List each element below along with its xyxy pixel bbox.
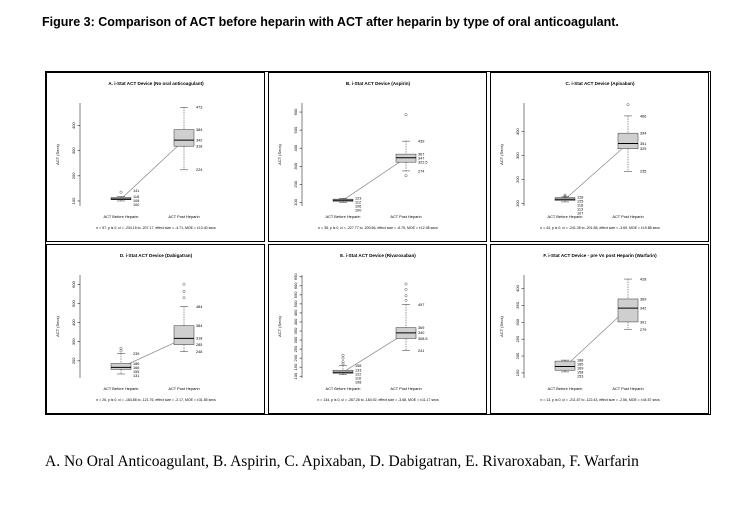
box-stat-label: 108 (355, 380, 362, 385)
box-stat-label: 484 (196, 305, 203, 310)
x-category-label: ACT Before Heparin (103, 214, 139, 219)
box-stat-label: 466 (640, 114, 647, 119)
stats-note: n = 35, p is 0, ci = -227.77 to -200.66, effect size = -6.75, MOE = ±12.08 secs (318, 226, 438, 230)
y-tick-label: 200 (293, 180, 298, 188)
box-stat-label: 239 (133, 351, 140, 356)
box-stat-label: 158 (355, 364, 362, 369)
stats-note: n = 13, p is 0, ci = -211.57 to -122.43, effect size = -2.56, MOE = ±44.57 secs (540, 398, 660, 402)
box-outlier-point (405, 174, 407, 176)
box-stat-label: 428 (640, 277, 647, 282)
chart-svg-a (47, 73, 266, 243)
chart-title: C. i-Stat ACT Device (Apixaban) (565, 81, 635, 86)
x-category-label: ACT Post Heparin (390, 386, 422, 391)
stats-note: n = 44, p is 0, ci = -241.35 to -201.58, effect size = -3.69, MOE = ±19.88 secs (540, 226, 660, 230)
box-stat-label: 100 (355, 208, 362, 213)
box-stat-label: 369 (418, 325, 425, 330)
box-stat-label: 248 (196, 350, 203, 355)
y-tick-label: 650 (293, 273, 298, 281)
box-outlier-point (405, 283, 407, 285)
y-tick-label: 200 (71, 172, 76, 180)
box-stat-label: 351 (640, 141, 647, 146)
box-stat-label: 107 (577, 211, 584, 216)
box-stat-label: 367 (418, 152, 425, 157)
y-axis-label: ACT (Secs) (499, 316, 504, 337)
box-outlier-point (405, 288, 407, 290)
x-category-label: ACT Post Heparin (168, 386, 200, 391)
box-stat-label: 108 (133, 198, 140, 203)
stats-note: n = 57, p is 0, ci = -234.15 to -207.17, effect size = -4.71, MOE = ±13.40 secs (96, 226, 216, 230)
box-stat-label: 394 (640, 131, 647, 136)
box-stat-label: 285 (196, 343, 203, 348)
box-stat-label: 185 (577, 362, 584, 367)
box-stat-label: 274 (418, 169, 425, 174)
box-stat-label: 318 (196, 336, 203, 341)
y-tick-label: 200 (515, 176, 520, 183)
y-tick-label: 400 (515, 285, 520, 292)
panel-a (46, 72, 265, 242)
box-stat-label: 116 (355, 376, 362, 381)
box-outlier-point (183, 296, 185, 298)
y-tick-label: 100 (515, 200, 520, 207)
box-outlier-point (342, 357, 344, 359)
y-tick-label: 600 (293, 108, 298, 116)
box-stat-label: 224 (196, 168, 203, 173)
y-tick-label: 300 (515, 152, 520, 160)
chart-svg-d (47, 245, 266, 415)
box-iqr (618, 299, 638, 322)
box-stat-label: 113 (577, 207, 584, 212)
chart-title: B. i-Stat ACT Device (Aspirin) (345, 81, 411, 86)
box-iqr (111, 364, 131, 370)
box-stat-label: 155 (133, 369, 140, 374)
y-tick-label: 150 (515, 369, 520, 377)
x-category-label: ACT Post Heparin (612, 214, 644, 219)
box-outlier-point (405, 114, 407, 116)
y-tick-label: 300 (293, 336, 298, 344)
box-stat-label: 169 (577, 366, 584, 371)
x-category-label: ACT Before Heparin (325, 214, 361, 219)
box-outlier-point (120, 191, 122, 193)
box-outlier-point (120, 347, 122, 349)
x-category-label: ACT Before Heparin (547, 214, 583, 219)
y-tick-label: 550 (293, 291, 298, 299)
box-stat-label: 369 (640, 297, 647, 302)
box-stat-label: 347 (418, 156, 425, 161)
box-iqr (174, 326, 194, 345)
box-stat-label: 118 (577, 203, 584, 208)
box-outlier-point (183, 290, 185, 292)
figure-caption: A. No Oral Anticoagulant, B. Aspirin, C. Apixaban, D. Dabigatran, E. Rivaroxaban, F. Warfarin (45, 453, 639, 470)
box-stat-label: 384 (196, 128, 203, 133)
y-axis-label: ACT (Secs) (55, 144, 60, 165)
box-stat-label: 106 (355, 204, 362, 209)
box-stat-label: 133 (355, 368, 362, 373)
y-tick-label: 400 (293, 318, 298, 326)
y-axis-label: ACT (Secs) (277, 144, 282, 165)
x-category-label: ACT Before Heparin (547, 386, 583, 391)
y-tick-label: 150 (293, 363, 298, 371)
y-tick-label: 400 (71, 122, 76, 129)
box-outlier-point (405, 299, 407, 301)
median-connector-line (565, 143, 628, 199)
box-stat-label: 342 (640, 306, 647, 311)
stats-note: n = 134, p is 0, ci = -267.26 to -184.92, effect size = -3.68, MOE = ±11.17 secs (317, 398, 439, 402)
x-category-label: ACT Before Heparin (103, 386, 139, 391)
box-stat-label: 439 (418, 139, 425, 144)
y-axis-label: ACT (Secs) (277, 316, 282, 337)
box-stat-label: 329 (640, 147, 647, 152)
y-tick-label: 300 (515, 318, 520, 326)
box-stat-label: 128 (577, 195, 584, 200)
box-stat-label: 188 (577, 358, 584, 363)
chart-svg-e (269, 245, 488, 415)
median-connector-line (121, 140, 184, 199)
box-stat-label: 301 (640, 320, 647, 325)
box-stat-label: 342 (196, 138, 203, 143)
panel-d (46, 244, 265, 414)
box-outlier-point (120, 350, 122, 352)
y-tick-label: 500 (293, 300, 298, 308)
y-axis-label: ACT (Secs) (499, 144, 504, 165)
panel-e (268, 244, 487, 414)
box-stat-label: 123 (355, 196, 362, 201)
y-tick-label: 500 (293, 126, 298, 134)
box-stat-label: 100 (133, 202, 140, 207)
chart-title: F. i-Stat ACT Device - pre Vs post Heparin (Warfarin) (543, 253, 657, 258)
box-stat-label: 241 (418, 349, 425, 354)
box-stat-label: 384 (196, 324, 203, 329)
box-stat-label: 308.5 (418, 336, 428, 341)
y-tick-label: 350 (293, 327, 298, 335)
chart-title: A. i-Stat ACT Device (No oral anticoagulant) (108, 81, 204, 86)
box-stat-label: 131 (133, 373, 140, 378)
box-stat-label: 158 (577, 370, 584, 375)
x-category-label: ACT Post Heparin (168, 214, 200, 219)
box-stat-label: 112 (355, 200, 362, 205)
box-outlier-point (183, 283, 185, 285)
y-tick-label: 400 (293, 144, 298, 152)
box-stat-label: 186 (133, 361, 140, 366)
y-tick-label: 250 (515, 335, 520, 343)
box-stat-label: 322.5 (418, 160, 428, 165)
y-tick-label: 250 (293, 345, 298, 353)
y-tick-label: 500 (71, 300, 76, 307)
y-tick-label: 300 (71, 338, 76, 346)
stats-note: n = 26, p is 0, ci = -184.86 to -121.76, effect size = -2.17, MOE = ±31.55 secs (96, 398, 216, 402)
y-axis-label: ACT (Secs) (55, 316, 60, 337)
y-tick-label: 200 (293, 354, 298, 362)
median-connector-line (343, 158, 406, 200)
box-stat-label: 497 (418, 302, 425, 307)
box-stat-label: 235 (640, 169, 647, 174)
x-category-label: ACT Post Heparin (390, 214, 422, 219)
chart-svg-b (269, 73, 488, 243)
box-stat-label: 125 (577, 199, 584, 204)
y-tick-label: 200 (71, 357, 76, 365)
panel-b (268, 72, 487, 242)
y-tick-label: 600 (293, 282, 298, 290)
box-outlier-point (342, 354, 344, 356)
x-category-label: ACT Post Heparin (612, 386, 644, 391)
y-tick-label: 600 (71, 281, 76, 288)
y-tick-label: 400 (71, 319, 76, 327)
y-tick-label: 350 (515, 302, 520, 309)
box-iqr (555, 361, 575, 370)
box-outlier-point (405, 295, 407, 297)
y-tick-label: 450 (293, 309, 298, 317)
panel-f (490, 244, 709, 414)
y-tick-label: 100 (293, 199, 298, 206)
box-stat-label: 153 (577, 374, 584, 379)
y-tick-label: 200 (515, 352, 520, 360)
box-stat-label: 118 (133, 194, 140, 199)
box-stat-label: 340 (418, 331, 425, 336)
panel-c (490, 72, 709, 242)
y-tick-label: 100 (71, 197, 77, 205)
y-tick-label: 100 (293, 372, 298, 380)
box-stat-label: 279 (640, 327, 647, 332)
box-outlier-point (627, 103, 629, 105)
box-stat-label: 166 (133, 365, 140, 370)
y-tick-label: 300 (293, 162, 298, 170)
box-iqr (618, 133, 638, 149)
box-iqr (174, 130, 194, 147)
chart-grid (45, 71, 711, 415)
figure-title: Figure 3: Comparison of ACT before heparin with ACT after heparin by type of oral anticoagulant. (42, 15, 619, 29)
box-stat-label: 141 (133, 189, 140, 194)
chart-svg-f (491, 245, 710, 415)
y-tick-label: 300 (71, 147, 76, 155)
x-category-label: ACT Before Heparin (325, 386, 361, 391)
box-stat-label: 122 (355, 372, 362, 377)
box-stat-label: 318 (196, 144, 203, 149)
chart-svg-c (491, 73, 710, 243)
box-stat-label: 473 (196, 105, 203, 110)
y-tick-label: 400 (515, 128, 520, 136)
chart-title: E. i-Stat ACT Device (Rivaroxaban) (340, 253, 416, 258)
chart-title: D. i-Stat ACT Device (Dabigatran) (119, 253, 193, 258)
